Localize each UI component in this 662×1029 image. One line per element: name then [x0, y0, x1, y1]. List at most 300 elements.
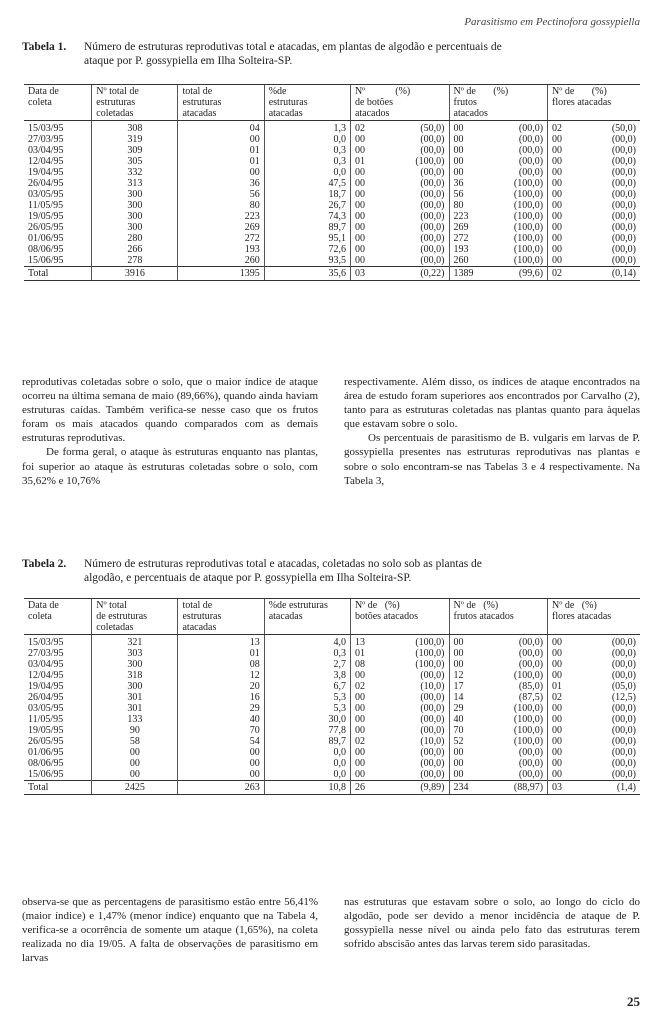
- cell-value: (00,0): [420, 134, 445, 145]
- cell-value: (100,0): [513, 703, 544, 714]
- cell-value: 2,7: [333, 659, 346, 670]
- cell-value: 00: [552, 659, 563, 670]
- table2-grid: [24, 598, 640, 795]
- cell-value: 12/04/95: [28, 156, 64, 167]
- column-header-line: Nº (%): [354, 86, 411, 97]
- body-text-1-left: [22, 375, 318, 488]
- cell-value: 269: [244, 222, 260, 233]
- cell-value: 00: [552, 233, 563, 244]
- cell-value: 29: [453, 703, 464, 714]
- column-header-line: Nº de (%): [453, 600, 499, 611]
- cell-value: 00: [354, 222, 365, 233]
- cell-value: 00: [354, 233, 365, 244]
- cell-value: 13: [354, 637, 365, 648]
- cell-value: 223: [244, 211, 260, 222]
- cell-value: 93,5: [328, 255, 346, 266]
- cell-value: 00: [552, 703, 563, 714]
- cell-value: 36: [453, 178, 464, 189]
- cell-value: 3,8: [333, 670, 346, 681]
- cell-value: 29: [249, 703, 260, 714]
- column-header-line: de botões: [354, 97, 393, 108]
- cell-value: 00: [354, 255, 365, 266]
- cell-value: 313: [127, 178, 143, 189]
- cell-value: (00,0): [420, 725, 445, 736]
- cell-value: (100,0): [415, 659, 445, 670]
- cell-value: (87,5): [518, 692, 544, 703]
- table2: [24, 598, 640, 795]
- cell-value: 26/04/95: [28, 692, 64, 703]
- table-row: [24, 233, 640, 244]
- cell-value: (88,97): [513, 782, 544, 793]
- cell-value: 00: [249, 134, 260, 145]
- cell-value: 03/04/95: [28, 145, 64, 156]
- column-header-line: coleta: [28, 97, 52, 108]
- cell-value: 318: [127, 670, 143, 681]
- cell-value: 01: [249, 145, 260, 156]
- cell-value: (00,0): [611, 134, 636, 145]
- cell-value: (00,0): [611, 178, 636, 189]
- cell-value: 80: [249, 200, 260, 211]
- cell-value: 0,0: [333, 758, 346, 769]
- cell-value: (100,0): [513, 255, 544, 266]
- cell-value: (85,0): [518, 681, 544, 692]
- cell-value: 00: [354, 725, 365, 736]
- cell-value: 95,1: [328, 233, 346, 244]
- cell-value: 0,3: [333, 648, 346, 659]
- cell-value: 00: [354, 134, 365, 145]
- cell-value: (00,0): [420, 233, 445, 244]
- column-header: [264, 85, 350, 121]
- cell-value: (00,0): [518, 167, 544, 178]
- cell-value: (1,4): [616, 782, 636, 793]
- cell-value: 01: [249, 156, 260, 167]
- cell-value: (00,0): [420, 244, 445, 255]
- column-header: [449, 599, 548, 635]
- cell-value: 40: [249, 714, 260, 725]
- cell-value: 319: [127, 134, 143, 145]
- cell-value: (00,0): [420, 178, 445, 189]
- cell-value: 300: [127, 189, 143, 200]
- table-row: [24, 200, 640, 211]
- cell-value: (00,0): [611, 725, 636, 736]
- cell-value: (00,0): [420, 769, 445, 780]
- cell-value: (00,0): [611, 255, 636, 266]
- column-header-line: coletadas: [96, 622, 134, 633]
- cell-value: 00: [552, 637, 563, 648]
- cell-value: 263: [244, 782, 260, 793]
- cell-value: 00: [552, 736, 563, 747]
- cell-value: 00: [453, 637, 464, 648]
- cell-value: 133: [127, 714, 143, 725]
- column-header-line: Nº de (%): [354, 600, 400, 611]
- cell-value: 00: [552, 222, 563, 233]
- column-header-line: flores atacadas: [552, 97, 612, 108]
- cell-value: 00: [552, 189, 563, 200]
- paragraph: respectivamente. Além disso, os índices de ataque encontrados na área de estudo foram superiores aos encontrados por Carvalho (2), tanto para as estruturas coletadas nas plantas quanto para àquelas que estavam sobre o solo.: [344, 376, 640, 431]
- cell-value: 1395: [239, 268, 260, 279]
- cell-value: 2425: [124, 782, 145, 793]
- cell-value: 00: [552, 134, 563, 145]
- cell-value: (00,0): [611, 222, 636, 233]
- paragraph: De forma geral, o ataque às estruturas enquanto nas plantas, foi superior ao ataque às estruturas coletadas sobre o solo, com 35,62% e 10,76%: [22, 446, 318, 487]
- cell-value: (00,0): [420, 692, 445, 703]
- table-row: [24, 648, 640, 659]
- cell-value: (00,0): [420, 189, 445, 200]
- column-header-line: estruturas: [268, 97, 308, 108]
- cell-value: 332: [127, 167, 143, 178]
- cell-value: 260: [453, 255, 469, 266]
- column-header-line: coleta: [28, 611, 52, 622]
- cell-value: (00,0): [611, 244, 636, 255]
- table-row: [24, 758, 640, 769]
- table-row: [24, 659, 640, 670]
- table-row: [24, 681, 640, 692]
- total-row: [24, 781, 640, 795]
- table-row: [24, 692, 640, 703]
- cell-value: (00,0): [611, 145, 636, 156]
- cell-value: 10,8: [328, 782, 346, 793]
- cell-value: (00,0): [611, 758, 636, 769]
- cell-value: (00,0): [518, 145, 544, 156]
- cell-value: 30,0: [328, 714, 346, 725]
- cell-value: 15/06/95: [28, 769, 64, 780]
- cell-value: 00: [354, 189, 365, 200]
- cell-value: 01: [249, 648, 260, 659]
- column-header-line: atacadas: [182, 108, 217, 119]
- table-row: [24, 145, 640, 156]
- cell-value: (00,0): [518, 637, 544, 648]
- cell-value: 223: [453, 211, 469, 222]
- cell-value: 00: [453, 758, 464, 769]
- body-text-1: [22, 375, 640, 488]
- cell-value: 00: [354, 211, 365, 222]
- column-header-line: flores atacadas: [552, 611, 612, 622]
- cell-value: 0,0: [333, 134, 346, 145]
- cell-value: 08: [249, 659, 260, 670]
- cell-value: 14: [453, 692, 464, 703]
- cell-value: 70: [453, 725, 464, 736]
- cell-value: 00: [552, 714, 563, 725]
- cell-value: 0,0: [333, 747, 346, 758]
- cell-value: 00: [552, 725, 563, 736]
- cell-value: 36: [249, 178, 260, 189]
- cell-value: 272: [453, 233, 469, 244]
- cell-value: (00,0): [420, 714, 445, 725]
- cell-value: (00,0): [611, 156, 636, 167]
- cell-value: 272: [244, 233, 260, 244]
- cell-value: 300: [127, 211, 143, 222]
- cell-value: (00,0): [420, 211, 445, 222]
- cell-value: 16: [249, 692, 260, 703]
- cell-value: 300: [127, 200, 143, 211]
- cell-value: 18,7: [328, 189, 346, 200]
- cell-value: 89,7: [328, 222, 346, 233]
- table1-label: Tabela 1.: [22, 41, 67, 53]
- cell-value: 00: [552, 211, 563, 222]
- cell-value: (00,0): [518, 123, 544, 134]
- cell-value: (00,0): [611, 211, 636, 222]
- cell-value: 00: [552, 670, 563, 681]
- cell-value: 02: [354, 681, 365, 692]
- paragraph: nas estruturas que estavam sobre o solo, ao longo do ciclo do algodão, pode ser devido a menor incidência de ataque de P. gossypiella nesse nível ou ainda pelo fato das estruturas terem sofrido abscisão antes das larvas terem sido parasitadas.: [344, 896, 640, 951]
- cell-value: 12/04/95: [28, 670, 64, 681]
- cell-value: 00: [552, 769, 563, 780]
- cell-value: 0,3: [333, 145, 346, 156]
- table1-grid: [24, 84, 640, 281]
- cell-value: 00: [354, 714, 365, 725]
- column-header: [92, 85, 178, 121]
- table2-caption-line1: Número de estruturas reprodutivas total e atacadas, coletadas no solo sob as plantas de: [84, 558, 482, 570]
- column-header: [178, 85, 264, 121]
- cell-value: (00,0): [611, 233, 636, 244]
- table-row: [24, 635, 640, 649]
- cell-value: 90: [129, 725, 140, 736]
- column-header: [548, 599, 640, 635]
- cell-value: (00,0): [611, 200, 636, 211]
- column-header-line: botões atacados: [354, 611, 418, 622]
- cell-value: 0,0: [333, 769, 346, 780]
- cell-value: 15/03/95: [28, 637, 64, 648]
- cell-value: (00,0): [611, 167, 636, 178]
- cell-value: (00,0): [611, 769, 636, 780]
- cell-value: (10,0): [420, 681, 445, 692]
- cell-value: 3916: [124, 268, 145, 279]
- table-row: [24, 725, 640, 736]
- cell-value: Total: [28, 782, 49, 793]
- cell-value: (00,0): [420, 703, 445, 714]
- cell-value: 02: [354, 123, 365, 134]
- table2-caption-line2: algodão, e percentuais de ataque por P. gossypiella em Ilha Solteira-SP.: [84, 572, 412, 584]
- cell-value: 70: [249, 725, 260, 736]
- column-header-line: Nº de (%): [552, 86, 607, 97]
- cell-value: 300: [127, 222, 143, 233]
- body-text-2-left: [22, 895, 318, 965]
- cell-value: 00: [129, 747, 140, 758]
- column-header-line: Nº total de: [96, 86, 139, 97]
- cell-value: 02: [552, 692, 563, 703]
- body-text-1-right: [344, 375, 640, 488]
- cell-value: (100,0): [513, 736, 544, 747]
- cell-value: (100,0): [513, 200, 544, 211]
- table-row: [24, 255, 640, 267]
- cell-value: 0,0: [333, 167, 346, 178]
- cell-value: 03: [552, 782, 563, 793]
- cell-value: 35,6: [328, 268, 346, 279]
- table-row: [24, 747, 640, 758]
- cell-value: (100,0): [513, 178, 544, 189]
- cell-value: 01: [354, 156, 365, 167]
- cell-value: 01/06/95: [28, 233, 64, 244]
- cell-value: 00: [129, 769, 140, 780]
- cell-value: (0,22): [420, 268, 445, 279]
- cell-value: (100,0): [513, 233, 544, 244]
- column-header-line: atacados: [354, 108, 390, 119]
- cell-value: 00: [552, 648, 563, 659]
- cell-value: 89,7: [328, 736, 346, 747]
- paragraph: Os percentuais de parasitismo de B. vulgaris em larvas de P. gossypiella presentes nas estruturas reprodutivas nas plantas e sobre o solo encontram-se nas Tabelas 3 e 4 respectivamente. Na Tabela 3,: [344, 432, 640, 487]
- cell-value: 40: [453, 714, 464, 725]
- cell-value: 00: [249, 769, 260, 780]
- column-header: [24, 599, 92, 635]
- column-header-line: Nº total: [96, 600, 127, 611]
- cell-value: 00: [552, 200, 563, 211]
- cell-value: 00: [552, 255, 563, 266]
- cell-value: 00: [552, 747, 563, 758]
- cell-value: 58: [129, 736, 140, 747]
- cell-value: (0,14): [611, 268, 636, 279]
- paragraph: reprodutivas coletadas sobre o solo, que o maior índice de ataque ocorreu na última semana de maio (89,66%), quando ainda haviam estruturas caídas. Também verifica-se nesse caso que os frutos foram os mais atacados quando comparados com as demais estruturas reprodutivas.: [22, 376, 318, 445]
- cell-value: 321: [127, 637, 143, 648]
- cell-value: (00,0): [611, 637, 636, 648]
- cell-value: 193: [244, 244, 260, 255]
- cell-value: 12: [249, 670, 260, 681]
- cell-value: 02: [354, 736, 365, 747]
- table2-label: Tabela 2.: [22, 558, 67, 570]
- cell-value: 01: [354, 648, 365, 659]
- table1-caption-line2: ataque por P. gossypiella em Ilha Solteira-SP.: [84, 55, 293, 67]
- column-header-line: atacadas: [182, 622, 217, 633]
- table-row: [24, 670, 640, 681]
- cell-value: 13: [249, 637, 260, 648]
- column-header: [24, 85, 92, 121]
- cell-value: 00: [354, 692, 365, 703]
- column-header: [92, 599, 178, 635]
- cell-value: 1389: [453, 268, 474, 279]
- cell-value: 11/05/95: [28, 200, 64, 211]
- table-row: [24, 714, 640, 725]
- column-header-line: %de estruturas: [268, 600, 328, 611]
- cell-value: (00,0): [518, 659, 544, 670]
- cell-value: 00: [453, 769, 464, 780]
- cell-value: 03/05/95: [28, 703, 64, 714]
- cell-value: (100,0): [513, 244, 544, 255]
- cell-value: 309: [127, 145, 143, 156]
- cell-value: (00,0): [420, 222, 445, 233]
- cell-value: 00: [354, 167, 365, 178]
- cell-value: 308: [127, 123, 143, 134]
- table-row: [24, 211, 640, 222]
- cell-value: 300: [127, 681, 143, 692]
- column-header-line: Nº de (%): [453, 86, 509, 97]
- cell-value: (100,0): [415, 156, 445, 167]
- cell-value: (00,0): [611, 670, 636, 681]
- cell-value: 00: [249, 167, 260, 178]
- cell-value: 08/06/95: [28, 244, 64, 255]
- cell-value: 00: [453, 123, 464, 134]
- cell-value: 54: [249, 736, 260, 747]
- column-header-line: estruturas: [182, 97, 222, 108]
- cell-value: 04: [249, 123, 260, 134]
- cell-value: 00: [354, 244, 365, 255]
- cell-value: 303: [127, 648, 143, 659]
- cell-value: 12: [453, 670, 464, 681]
- cell-value: 00: [453, 167, 464, 178]
- table-row: [24, 156, 640, 167]
- cell-value: 00: [552, 758, 563, 769]
- cell-value: (100,0): [513, 211, 544, 222]
- cell-value: 00: [354, 145, 365, 156]
- cell-value: 00: [552, 145, 563, 156]
- cell-value: (00,0): [420, 145, 445, 156]
- cell-value: 00: [453, 648, 464, 659]
- column-header-line: Nº de (%): [552, 600, 597, 611]
- cell-value: (50,0): [611, 123, 636, 134]
- cell-value: 234: [453, 782, 469, 793]
- cell-value: 00: [552, 244, 563, 255]
- cell-value: 305: [127, 156, 143, 167]
- cell-value: (00,0): [611, 659, 636, 670]
- cell-value: 0,3: [333, 156, 346, 167]
- cell-value: 17: [453, 681, 464, 692]
- column-header: [264, 599, 350, 635]
- column-header: [178, 599, 264, 635]
- cell-value: 00: [354, 178, 365, 189]
- cell-value: Total: [28, 268, 49, 279]
- cell-value: (99,6): [518, 268, 544, 279]
- cell-value: 00: [249, 747, 260, 758]
- page-number: 25: [627, 994, 640, 1009]
- cell-value: 26/05/95: [28, 222, 64, 233]
- cell-value: 5,3: [333, 703, 346, 714]
- column-header-line: frutos: [453, 97, 477, 108]
- cell-value: 01/06/95: [28, 747, 64, 758]
- column-header-line: estruturas: [96, 97, 136, 108]
- cell-value: 193: [453, 244, 469, 255]
- table2-caption: [22, 557, 640, 585]
- cell-value: (12,5): [611, 692, 636, 703]
- column-header-line: de estruturas: [96, 611, 148, 622]
- column-header-line: total de: [182, 600, 213, 611]
- cell-value: (05,0): [611, 681, 636, 692]
- table-row: [24, 769, 640, 781]
- cell-value: 00: [249, 758, 260, 769]
- cell-value: 77,8: [328, 725, 346, 736]
- cell-value: 19/04/95: [28, 167, 64, 178]
- cell-value: (100,0): [513, 189, 544, 200]
- table-row: [24, 134, 640, 145]
- cell-value: (00,0): [518, 758, 544, 769]
- table-row: [24, 703, 640, 714]
- cell-value: 20: [249, 681, 260, 692]
- cell-value: (00,0): [420, 670, 445, 681]
- cell-value: 00: [453, 659, 464, 670]
- cell-value: (00,0): [420, 747, 445, 758]
- total-row: [24, 267, 640, 281]
- cell-value: 27/03/95: [28, 648, 64, 659]
- cell-value: 00: [129, 758, 140, 769]
- cell-value: 280: [127, 233, 143, 244]
- cell-value: (00,0): [420, 200, 445, 211]
- cell-value: 72,6: [328, 244, 346, 255]
- cell-value: (00,0): [518, 769, 544, 780]
- cell-value: (00,0): [518, 134, 544, 145]
- column-header-line: Data de: [28, 86, 59, 97]
- cell-value: 00: [453, 156, 464, 167]
- cell-value: (00,0): [518, 156, 544, 167]
- cell-value: (00,0): [420, 255, 445, 266]
- cell-value: 00: [354, 200, 365, 211]
- cell-value: 47,5: [328, 178, 346, 189]
- column-header: [548, 85, 640, 121]
- cell-value: (00,0): [611, 747, 636, 758]
- cell-value: 19/05/95: [28, 211, 64, 222]
- cell-value: 00: [453, 145, 464, 156]
- cell-value: (100,0): [513, 222, 544, 233]
- column-header-line: total de: [182, 86, 213, 97]
- cell-value: 01: [552, 681, 563, 692]
- cell-value: 19/04/95: [28, 681, 64, 692]
- cell-value: 266: [127, 244, 143, 255]
